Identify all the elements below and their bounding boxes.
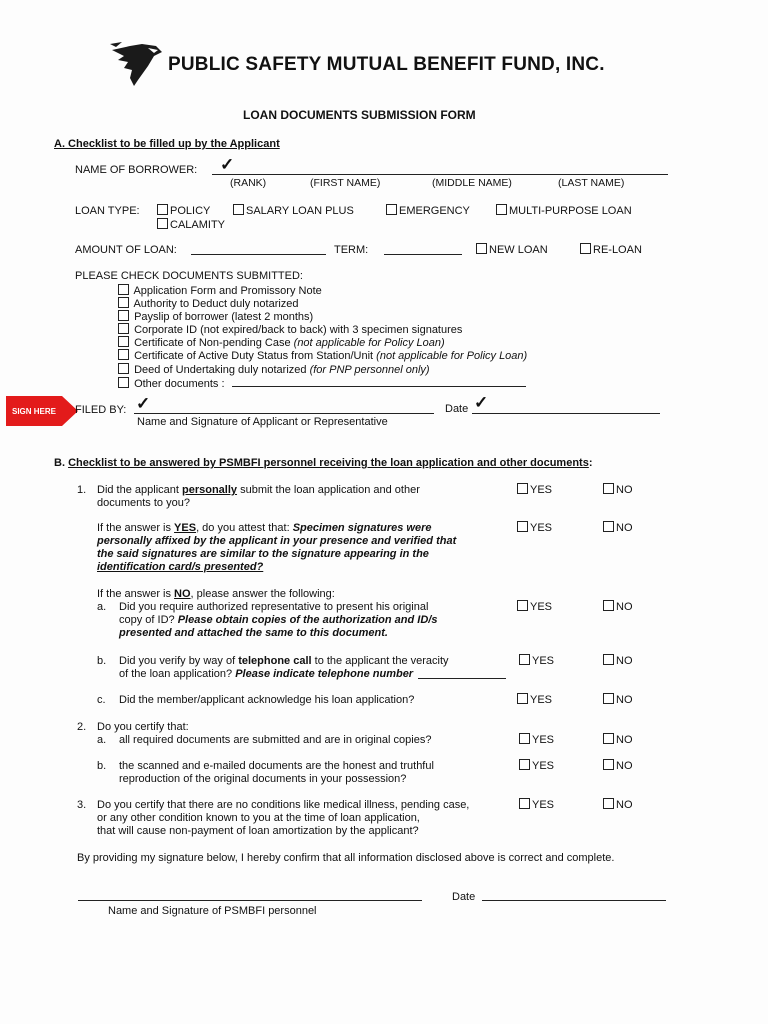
filed-by-label: FILED BY:: [75, 404, 127, 416]
q1-number: 1.: [77, 484, 87, 496]
loan-type-multi-purpose[interactable]: MULTI-PURPOSE LOAN: [496, 204, 632, 217]
checkbox-new-loan[interactable]: [476, 243, 487, 254]
q2a-no[interactable]: NO: [603, 733, 633, 746]
q3-no[interactable]: NO: [603, 798, 633, 811]
other-documents-line[interactable]: [232, 386, 526, 387]
qa-no[interactable]: NO: [603, 600, 633, 613]
document-item[interactable]: Certificate of Non-pending Case (not applicable for Policy Loan): [118, 336, 445, 349]
qa-line1: Did you require authorized representative to present his original: [119, 601, 429, 613]
checkbox-policy[interactable]: [157, 204, 168, 215]
qb-line2: of the loan application? Please indicate telephone number: [119, 668, 414, 680]
qc-yes[interactable]: YES: [517, 693, 552, 706]
document-item[interactable]: Authority to Deduct duly notarized: [118, 297, 299, 310]
amount-label: AMOUNT OF LOAN:: [75, 244, 177, 256]
name-part-last: (LAST NAME): [558, 177, 625, 189]
checkbox-yes[interactable]: [519, 798, 530, 809]
document-item[interactable]: Corporate ID (not expired/back to back) with 3 specimen signatures: [118, 323, 462, 336]
confirmation-statement: By providing my signature below, I hereby confirm that all information disclosed above is correct and complete.: [77, 852, 615, 864]
q2a-number: a.: [97, 734, 107, 746]
checkbox-salary-loan-plus[interactable]: [233, 204, 244, 215]
documents-label: PLEASE CHECK DOCUMENTS SUBMITTED:: [75, 270, 303, 282]
document-checkbox[interactable]: [118, 349, 129, 360]
document-item[interactable]: Payslip of borrower (latest 2 months): [118, 310, 313, 323]
q3-line3: that will cause non-payment of loan amortization by the applicant?: [97, 825, 419, 837]
checkbox-no[interactable]: [603, 654, 614, 665]
document-checkbox[interactable]: [118, 284, 129, 295]
q2b-line2: reproduction of the original documents in your possession?: [119, 773, 407, 785]
checkbox-no[interactable]: [603, 733, 614, 744]
q2b-yes[interactable]: YES: [519, 759, 554, 772]
q1-yes-line1: If the answer is YES, do you attest that: Specimen signatures were: [97, 522, 432, 534]
document-checkbox[interactable]: [118, 310, 129, 321]
checkbox-no[interactable]: [603, 521, 614, 532]
checkbox-yes[interactable]: [517, 521, 528, 532]
company-name: PUBLIC SAFETY MUTUAL BENEFIT FUND, INC.: [168, 54, 605, 75]
document-item[interactable]: Other documents :: [118, 377, 225, 390]
checkbox-emergency[interactable]: [386, 204, 397, 215]
borrower-name-line[interactable]: [212, 174, 668, 175]
q2b-number: b.: [97, 760, 107, 772]
q3-line1: Do you certify that there are no conditions like medical illness, pending case,: [97, 799, 470, 811]
qc-no[interactable]: NO: [603, 693, 633, 706]
qb-number: b.: [97, 655, 107, 667]
q2b-no[interactable]: NO: [603, 759, 633, 772]
re-loan-option[interactable]: RE-LOAN: [580, 243, 642, 256]
checkbox-re-loan[interactable]: [580, 243, 591, 254]
qb-yes[interactable]: YES: [519, 654, 554, 667]
qa-line2: copy of ID? Please obtain copies of the authorization and ID/s: [119, 614, 438, 626]
date-label-a: Date: [445, 403, 469, 415]
personnel-signature-caption: Name and Signature of PSMBFI personnel: [108, 905, 317, 917]
loan-type-calamity[interactable]: CALAMITY: [157, 218, 225, 231]
q1y-no[interactable]: NO: [603, 521, 633, 534]
document-checkbox[interactable]: [118, 323, 129, 334]
q1-yes-line2: personally affixed by the applicant in your presence and verified that: [97, 535, 457, 547]
loan-type-label: LOAN TYPE:: [75, 205, 140, 217]
term-line[interactable]: [384, 254, 462, 255]
checkbox-yes[interactable]: [517, 693, 528, 704]
name-part-first: (FIRST NAME): [310, 177, 381, 189]
qa-yes[interactable]: YES: [517, 600, 552, 613]
qb-line1: Did you verify by way of telephone call to the applicant the veracity: [119, 655, 449, 667]
q2b-line1: the scanned and e-mailed documents are the honest and truthful: [119, 760, 434, 772]
section-a-title: A. Checklist to be filled up by the Applicant: [54, 138, 280, 150]
document-item[interactable]: Certificate of Active Duty Status from Station/Unit (not applicable for Policy Loan): [118, 349, 527, 362]
telephone-number-line[interactable]: [418, 678, 506, 679]
q3-yes[interactable]: YES: [519, 798, 554, 811]
document-item[interactable]: Application Form and Promissory Note: [118, 284, 322, 297]
q2a-line1: all required documents are submitted and are in original copies?: [119, 734, 432, 746]
sign-here-marker: [6, 396, 80, 426]
q3-line2: or any other condition known to you at the time of loan application,: [97, 812, 420, 824]
checkbox-yes[interactable]: [519, 733, 530, 744]
q1-yes[interactable]: YES: [517, 483, 552, 496]
q3-number: 3.: [77, 799, 87, 811]
section-b-title: B. Checklist to be answered by PSMBFI personnel receiving the loan application and other documents:: [54, 457, 593, 469]
applicant-signature-caption: Name and Signature of Applicant or Representative: [137, 416, 388, 428]
checkbox-yes[interactable]: [517, 483, 528, 494]
personnel-signature-line[interactable]: [78, 900, 422, 901]
q1-no[interactable]: NO: [603, 483, 633, 496]
q1-yes-line3: the said signatures are similar to the signature appearing in the: [97, 548, 429, 560]
date-label-b: Date: [452, 891, 476, 903]
checkbox-yes[interactable]: [519, 759, 530, 770]
eagle-logo-icon: [108, 40, 164, 90]
qa-number: a.: [97, 601, 107, 613]
q1-line2: documents to you?: [97, 497, 190, 509]
document-checkbox[interactable]: [118, 336, 129, 347]
checkbox-no[interactable]: [603, 798, 614, 809]
term-label: TERM:: [334, 244, 369, 256]
name-part-middle: (MIDDLE NAME): [432, 177, 512, 189]
checkbox-no[interactable]: [603, 483, 614, 494]
document-checkbox[interactable]: [118, 297, 129, 308]
amount-line[interactable]: [191, 254, 326, 255]
q2a-yes[interactable]: YES: [519, 733, 554, 746]
checkbox-yes[interactable]: [517, 600, 528, 611]
q1-yes-line4: identification card/s presented?: [97, 561, 264, 573]
qc-number: c.: [97, 694, 106, 706]
checkbox-no[interactable]: [603, 693, 614, 704]
q2-line1: Do you certify that:: [97, 721, 189, 733]
loan-type-policy[interactable]: POLICY: [157, 204, 210, 217]
date-line-a[interactable]: [472, 413, 660, 414]
borrower-checkmark: ✓: [220, 155, 235, 174]
qa-line3: presented and attached the same to this document.: [119, 627, 388, 639]
loan-type-emergency[interactable]: EMERGENCY: [386, 204, 470, 217]
qc-line1: Did the member/applicant acknowledge his loan application?: [119, 694, 415, 706]
checkbox-calamity[interactable]: [157, 218, 168, 229]
form-title: LOAN DOCUMENTS SUBMISSION FORM: [243, 108, 476, 122]
borrower-label: NAME OF BORROWER:: [75, 164, 198, 176]
new-loan-option[interactable]: NEW LOAN: [476, 243, 548, 256]
filed-by-checkmark: ✓: [136, 394, 151, 413]
q1-line1: Did the applicant personally submit the loan application and other: [97, 484, 420, 496]
loan-type-salary-loan-plus[interactable]: SALARY LOAN PLUS: [233, 204, 354, 217]
document-checkbox[interactable]: [118, 363, 129, 374]
checkbox-yes[interactable]: [519, 654, 530, 665]
q2-number: 2.: [77, 721, 87, 733]
filed-by-signature-line[interactable]: [134, 413, 434, 414]
document-item[interactable]: Deed of Undertaking duly notarized (for PNP personnel only): [118, 363, 430, 376]
sign-here-label: SIGN HERE: [6, 396, 62, 426]
date-checkmark: ✓: [474, 393, 489, 412]
checkbox-no[interactable]: [603, 600, 614, 611]
document-checkbox[interactable]: [118, 377, 129, 388]
qb-no[interactable]: NO: [603, 654, 633, 667]
q1y-yes[interactable]: YES: [517, 521, 552, 534]
q1-no-line: If the answer is NO, please answer the following:: [97, 588, 335, 600]
date-line-b[interactable]: [482, 900, 666, 901]
checkbox-no[interactable]: [603, 759, 614, 770]
name-part-rank: (RANK): [230, 177, 267, 189]
checkbox-multi-purpose[interactable]: [496, 204, 507, 215]
